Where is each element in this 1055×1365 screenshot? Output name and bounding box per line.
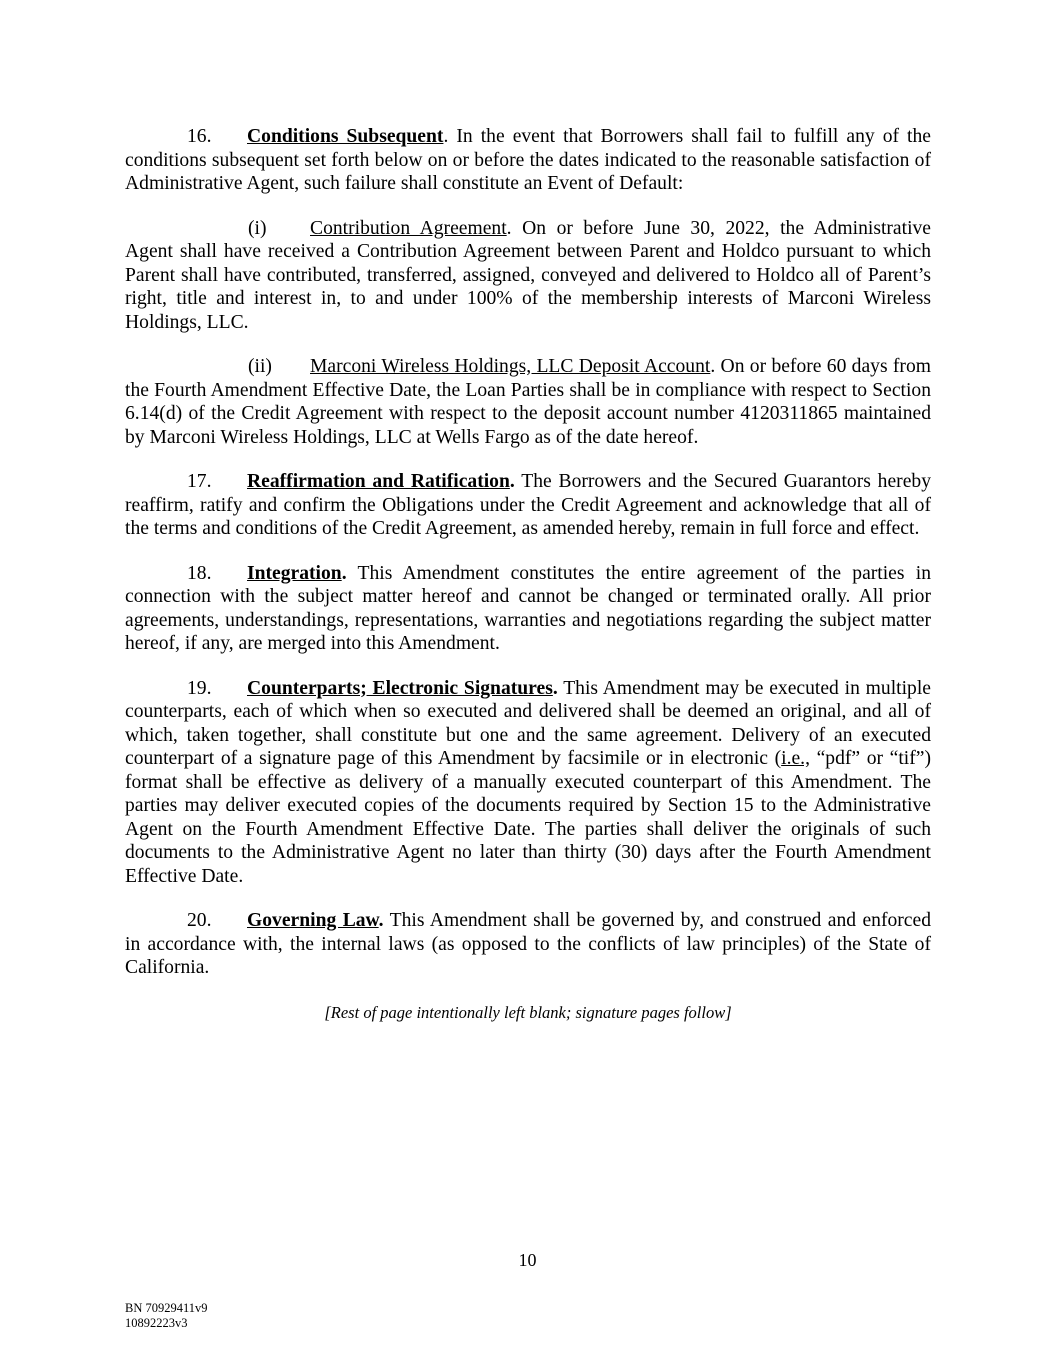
section-16: 16. Conditions Subsequent. In the event that Borrowers shall fail to fulfill any of the conditions subsequent set forth below on or before the dates indicated to the reasonable satisfaction of Administrative Agent, such failure shall constitute an Event of Default: (125, 126, 931, 194)
subsection-number: (i) (248, 217, 267, 239)
section-number: 16. (187, 126, 212, 147)
section-text: This Amendment shall be governed by, and construed and enforced in accordance with, the internal laws (as opposed to the conflicts of law principles) of the State of California. (125, 910, 931, 978)
document-body (125, 125, 931, 1041)
blank-page-note: [Rest of page intentionally left blank; signature pages follow] (324, 1002, 732, 1022)
section-19: 19. Counterparts; Electronic Signatures. This Amendment may be executed in multiple counterparts, each of which when so executed and delivered shall be deemed an original, and all of which, taken together, shall constitute but one and the same agreement. Delivery of an executed counterpart of a signature page of this Amendment by facsimile or in electronic (i.e., “pdf” or “tif”) format shall be effective as delivery of a manually executed counterpart of this Amendment. The parties may deliver executed copies of the documents required by Section 15 to the Administrative Agent on the Fourth Amendment Effective Date. The parties shall deliver the originals of such documents to the Administrative Agent no later than thirty (30) days after the Fourth Amendment Effective Date. (125, 677, 931, 887)
section-heading: Conditions Subsequent (247, 126, 444, 147)
subsection-heading: Contribution Agreement (310, 217, 507, 239)
section-heading: Reaffirmation and Ratification (247, 471, 510, 492)
section-number: 19. (187, 677, 212, 699)
section-17: 17. Reaffirmation and Ratification. The Borrowers and the Secured Guarantors hereby reaffirm, ratify and confirm the Obligations under the Credit Agreement and acknowledge that all of the terms and conditions of the Credit Agreement, as amended hereby, remain in full force and effect. (125, 471, 931, 539)
document-footer (125, 1301, 208, 1331)
section-16-ii: (ii) Marconi Wireless Holdings, LLC Deposit Account. On or before 60 days from the Fourth Amendment Effective Date, the Loan Parties shall be in compliance with respect to Section 6.14(d) of the Credit Agreement with respect to the deposit account number 4120311865 maintained by Marconi Wireless Holdings, LLC at Wells Fargo as of the date hereof. (125, 356, 931, 448)
section-heading: Integration (247, 562, 342, 584)
ie-abbreviation: i.e., (781, 748, 810, 769)
subsection-text: On or before 60 days from the Fourth Amendment Effective Date, the Loan Parties shall be in compliance with respect to Section 6.14(d) of the Credit Agreement with respect to the deposit account number 4120311865 maintained by Marconi Wireless Holdings, LLC at Wells Fargo as of the date hereof. (125, 356, 931, 448)
section-16-i: (i) Contribution Agreement. On or before June 30, 2022, the Administrative Agent shall have received a Contribution Agreement between Parent and Holdco pursuant to which Parent shall have contributed, transferred, assigned, conveyed and delivered to Holdco all of Parent’s right, title and interest in, to and under 100% of the membership interests of Marconi Wireless Holdings, LLC. (125, 217, 932, 333)
section-text: This Amendment constitutes the entire agreement of the parties in connection with the subject matter hereof and cannot be changed or terminated orally. All prior agreements, understandings, representations, warranties and negotiations regarding the subject matter hereof, if any, are merged into this Amendment. (125, 562, 931, 654)
section-number: 20. (187, 910, 212, 931)
section-20: 20. Governing Law. This Amendment shall be governed by, and construed and enforced in accordance with, the internal laws (as opposed to the conflicts of law principles) of the State of California. (125, 910, 931, 978)
section-heading: Governing Law (247, 910, 379, 931)
subsection-number: (ii) (248, 356, 272, 377)
section-text: In the event that Borrowers shall fail to fulfill any of the conditions subsequent set forth below on or before the dates indicated to the reasonable satisfaction of Administrative Agent, such failure shall constitute an Event of Default: (125, 126, 931, 194)
footer-doc-id-1: BN 70929411v9 (125, 1301, 208, 1315)
section-number: 18. (187, 562, 212, 584)
section-number: 17. (187, 471, 212, 492)
footer-doc-id-2: 10892223v3 (125, 1316, 188, 1330)
section-heading: Counterparts; Electronic Signatures (247, 677, 553, 699)
page-number: 10 (518, 1250, 537, 1270)
section-text-continued: “pdf” or “tif”) format shall be effective as delivery of a manually executed counterpart of this Amendment. The parties may deliver executed copies of the documents required by Section 15 to the Administrative Agent on the Fourth Amendment Effective Date. The parties shall deliver the originals of such documents to the Administrative Agent no later than thirty (30) days after the Fourth Amendment Effective Date. (125, 748, 931, 887)
subsection-text: On or before June 30, 2022, the Administrative Agent shall have received a Contribution Agreement between Parent and Holdco pursuant to which Parent shall have contributed, transferred, assigned, conveyed and delivered to Holdco all of Parent’s right, title and interest in, to and under 100% of the membership interests of Marconi Wireless Holdings, LLC. (125, 217, 932, 333)
section-18: 18. Integration. This Amendment constitutes the entire agreement of the parties in connection with the subject matter hereof and cannot be changed or terminated orally. All prior agreements, understandings, representations, warranties and negotiations regarding the subject matter hereof, if any, are merged into this Amendment. (125, 562, 931, 654)
section-text: The Borrowers and the Secured Guarantors hereby reaffirm, ratify and confirm the Obligations under the Credit Agreement and acknowledge that all of the terms and conditions of the Credit Agreement, as amended hereby, remain in full force and effect. (125, 471, 931, 539)
subsection-heading: Marconi Wireless Holdings, LLC Deposit Account (310, 356, 711, 377)
section-text: This Amendment may be executed in multiple counterparts, each of which when so executed and delivered shall be deemed an original, and all of which, taken together, shall constitute but one and the same agreement. Delivery of an executed counterpart of a signature page of this Amendment by facsimile or in electronic ( (125, 677, 931, 769)
